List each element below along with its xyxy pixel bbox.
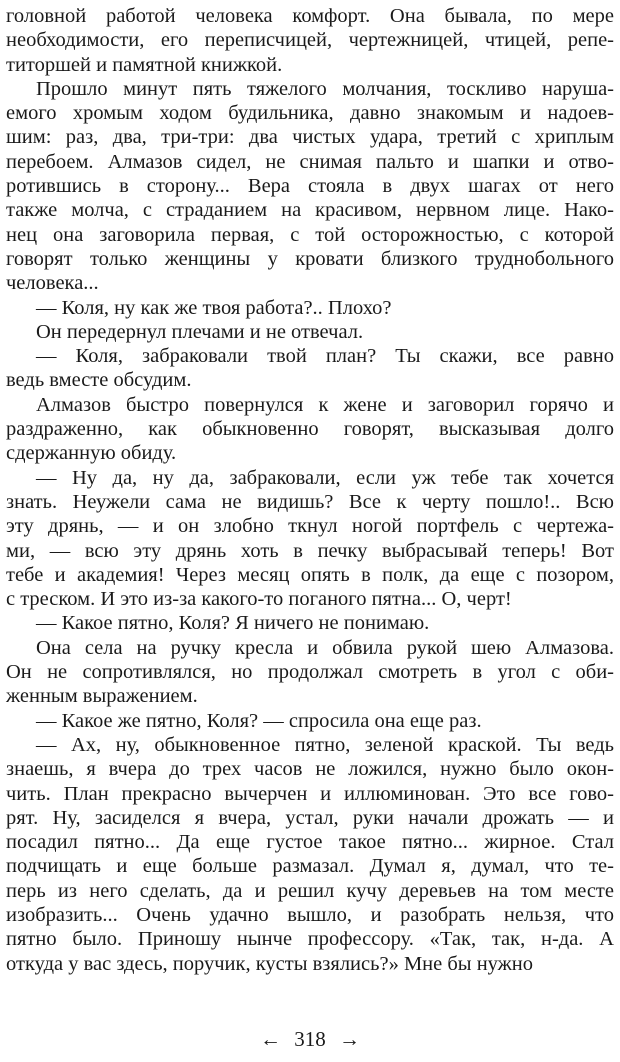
page-number: 318 [294, 1027, 326, 1051]
text-line: изобразить... Очень удачно вышло, и разобрать нельзя, что [6, 903, 614, 926]
text-line: титоршей и памятной книжкой. [6, 53, 283, 76]
text-line: ведь вместе обсудим. [6, 369, 192, 392]
text-line: Она села на ручку кресла и обвила рукой шею Алмазова. [36, 636, 614, 659]
text-line: сдержанную обиду. [6, 442, 177, 465]
text-line: говорят только женщины у кровати близкого труднобольного [6, 247, 614, 270]
text-line: подчищать и еще больше размазал. Думал я, думал, что те- [6, 855, 614, 878]
text-line: головной работой человека комфорт. Она бывала, по мере [6, 5, 614, 27]
paragraph [6, 4, 614, 77]
text-line: емого хромым ходом будильника, давно знакомым и надоев- [6, 102, 614, 125]
paragraph [6, 393, 614, 466]
paragraph [6, 733, 614, 976]
text-line: рят. Ну, засиделся я вчера, устал, руки начали дрожать — и [6, 806, 614, 829]
page-text [6, 4, 614, 976]
paragraph [6, 709, 614, 733]
text-line: — Коля, забраковали твой план? Ты скажи, все равно [36, 345, 614, 368]
text-line: — Какое же пятно, Коля? — спросила она еще раз. [36, 709, 482, 732]
text-line: — Ну да, ну да, забраковали, если уж тебе так хочется [36, 466, 614, 489]
paragraph [6, 77, 614, 296]
text-line: с треском. И это из-за какого-то поганого пятна... О, черт! [6, 588, 512, 611]
paragraph [6, 344, 614, 393]
text-line: посадил пятно... Да еще густое такое пятно... жирное. Стал [6, 831, 614, 854]
text-line: человека... [6, 272, 99, 295]
text-line: Алмазов быстро повернулся к жене и заговорил горячо и [36, 393, 614, 416]
text-line: также молча, с страданием на красивом, нервном лице. Нако- [6, 199, 614, 222]
text-line: нец она заговорила первая, с той осторожностью, с которой [6, 223, 614, 246]
text-line: знаешь, я вчера до трех часов не ложился, нужно было окон- [6, 758, 614, 781]
text-line: Прошло минут пять тяжелого молчания, тоскливо наруша- [36, 77, 614, 100]
text-line: откуда у вас здесь, поручик, кусты взялись?» Мне бы нужно [6, 952, 534, 975]
text-line: перебоем. Алмазов сидел, не снимая пальто и шапки и отво- [6, 150, 614, 173]
text-line: ми, — всю эту дрянь хоть в печку выбрасывай теперь! Вот [6, 539, 614, 562]
text-line: — Коля, ну как же твоя работа?.. Плохо? [36, 296, 392, 319]
text-line: Он не сопротивлялся, но продолжал смотреть в угол с оби- [6, 661, 614, 684]
text-line: эту дрянь, — и он злобно ткнул ногой портфель с чертежа- [6, 515, 614, 538]
paragraph [6, 466, 614, 612]
text-line: Он передернул плечами и не отвечал. [36, 320, 364, 343]
text-line: ротившись в сторону... Вера стояла в двух шагах от него [6, 175, 614, 198]
paragraph [6, 611, 614, 635]
text-line: шим: раз, два, три-три: два чистых удара, третий с хриплым [6, 126, 614, 149]
text-line: тебе и академия! Через месяц опять в полк, да еще с позором, [6, 563, 614, 586]
text-line: перь из него сделать, да и решил кучу деревьев на том месте [6, 879, 614, 902]
next-arrow-icon[interactable]: → [339, 1027, 360, 1051]
text-line: — Ах, ну, обыкновенное пятно, зеленой краской. Ты ведь [36, 733, 614, 756]
prev-arrow-icon[interactable]: ← [260, 1027, 281, 1051]
text-line: необходимости, его переписчицей, чертежницей, чтицей, репе- [6, 29, 614, 52]
text-line: пятно было. Приношу нынче профессору. «Так, так, н-да. А [6, 928, 614, 951]
text-line: чить. План прекрасно вычерчен и иллюминован. Это все гово- [6, 782, 614, 805]
text-line: — Какое пятно, Коля? Я ничего не понимаю. [36, 612, 430, 635]
text-line: знать. Неужели сама не видишь? Все к черту пошло!.. Всю [6, 490, 614, 513]
page-footer [0, 1026, 620, 1052]
paragraph [6, 296, 614, 320]
paragraph [6, 320, 614, 344]
text-line: раздраженно, как обыкновенно говорят, высказывая долго [6, 418, 614, 441]
paragraph [6, 636, 614, 709]
text-line: женным выражением. [6, 685, 198, 708]
